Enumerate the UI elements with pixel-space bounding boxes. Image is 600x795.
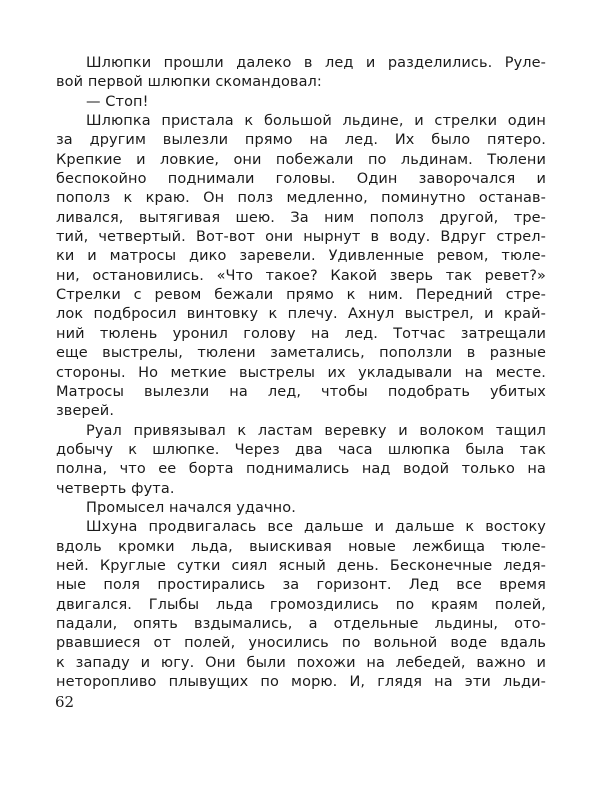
text-line: двигался. Глыбы льда громоздились по краям полей, (56, 596, 546, 613)
text-line: вой первой шлюпки скомандовал: (56, 74, 322, 91)
text-line: стороны. Но меткие выстрелы их укладывали на месте. (56, 364, 546, 381)
paragraph (56, 499, 546, 518)
paragraph (56, 422, 546, 499)
text-line: ней. Круглые сутки сиял ясный день. Бесконечные ледя- (56, 557, 546, 574)
text-line: Шхуна продвигалась все дальше и дальше к востоку (86, 519, 546, 536)
text-line: тий, четвертый. Вот-вот они нырнут в воду. Вдруг стрел- (56, 229, 546, 246)
text-line: к западу и югу. Они были похожи на лебедей, важно и (56, 654, 546, 671)
text-line: Промысел начался удачно. (86, 499, 296, 516)
text-line: добычу к шлюпке. Через два часа шлюпка была так (56, 441, 546, 458)
text-line: ки и матросы дико заревели. Удивленные ревом, тюле- (56, 248, 546, 265)
text-line: — Стоп! (86, 93, 149, 110)
text-line: пополз к краю. Он полз медленно, поминутно останав- (56, 190, 546, 207)
text-line: Стрелки с ревом бежали прямо к ним. Передний стре- (56, 287, 546, 304)
text-line: ные поля простирались за горизонт. Лед все время (56, 577, 546, 594)
text-line: за другим вылезли прямо на лед. Их было пятеро. (56, 132, 546, 149)
text-line: Руал привязывал к ластам веревку и волоком тащил (86, 422, 546, 439)
paragraph (56, 112, 546, 422)
text-line: четверть фута. (56, 480, 175, 497)
text-line: зверей. (56, 403, 115, 420)
paragraph (56, 93, 546, 112)
text-line: беспокойно поднимали головы. Один заворочался и (56, 171, 546, 188)
page-number: 62 (55, 693, 75, 711)
text-line: Шлюпка пристала к большой льдине, и стрелки один (86, 113, 546, 130)
text-line: лок подбросил винтовку к плечу. Ахнул выстрел, и край- (56, 306, 546, 323)
text-line: Крепкие и ловкие, они побежали по льдинам. Тюлени (56, 151, 546, 168)
text-line: ни, остановились. «Что такое? Какой зверь так ревет?» (56, 267, 546, 284)
text-line: ливался, вытягивая шею. За ним пополз другой, тре- (56, 209, 546, 226)
text-line: вдоль кромки льда, выискивая новые лежбища тюле- (56, 538, 546, 555)
text-line: Шлюпки прошли далеко в лед и разделились. Руле- (86, 55, 546, 71)
page-body (56, 54, 546, 692)
paragraph (56, 54, 546, 93)
text-line: ний тюлень уронил голову на лед. Тотчас затрещали (56, 325, 546, 342)
text-line: еще выстрелы, тюлени заметались, поползли в разные (56, 345, 546, 362)
text-line: неторопливо плывущих по морю. И, глядя на эти льди- (56, 674, 546, 690)
paragraph (56, 518, 546, 692)
text-line: падали, опять вздымались, а отдельные льдины, ото- (56, 615, 546, 632)
text-line: рвавшиеся от полей, уносились по вольной воде вдаль (56, 635, 546, 652)
text-line: полна, что ее борта поднимались над водой только на (56, 461, 546, 478)
text-line: Матросы вылезли на лед, чтобы подобрать убитых (56, 383, 546, 400)
